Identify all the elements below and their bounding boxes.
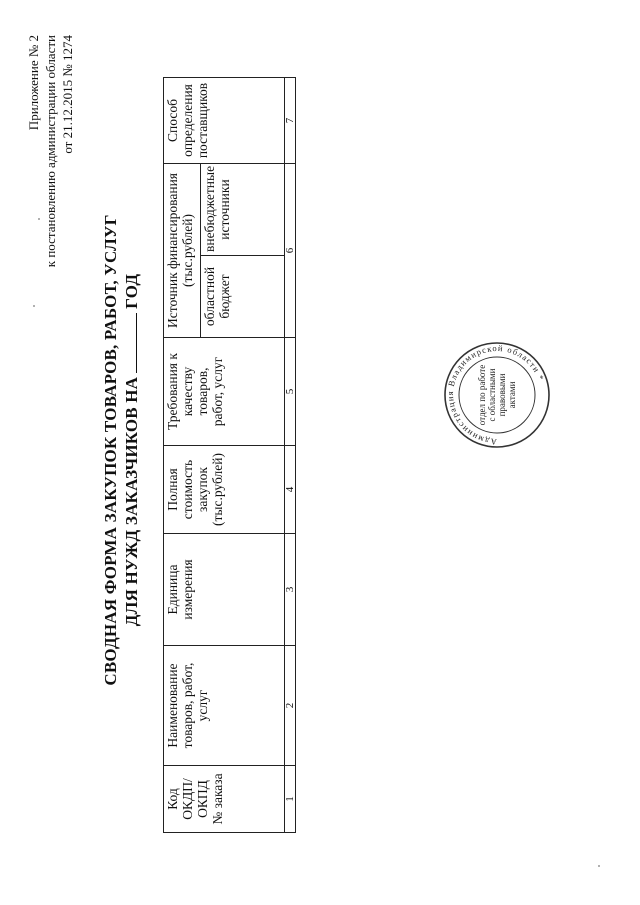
header-method — [164, 77, 285, 163]
header-code-l1: Код — [165, 788, 180, 810]
header-regional-budget — [201, 256, 285, 338]
appendix-line-1: Приложение № 2 — [26, 35, 41, 131]
col-number-2: 2 — [285, 646, 296, 766]
header-name-l1: Наименование — [165, 663, 180, 748]
appendix-line-2: к постановлению администрации области — [43, 35, 58, 268]
header-regional-l2: бюджет — [217, 274, 233, 319]
title-line-2-suffix: ГОД — [122, 273, 141, 309]
header-method-l3: поставщиков — [195, 82, 210, 159]
header-unit-l2: измерения — [180, 559, 195, 620]
col-number-1: 1 — [285, 766, 296, 833]
header-quality — [164, 338, 285, 446]
stamp-line-4: актами — [507, 381, 517, 409]
header-code-l3: ОКПД — [195, 780, 210, 818]
header-cost-l4: (тыс.рублей) — [210, 453, 225, 526]
header-quality-l2: качеству — [180, 366, 195, 417]
header-quality-l1: Требования к — [165, 353, 180, 430]
official-stamp — [442, 340, 552, 450]
header-extrabudgetary — [201, 163, 285, 255]
header-cost-l1: Полная — [165, 468, 180, 511]
stamp-line-1: отдел по работе — [477, 364, 487, 426]
header-method-l2: определения — [180, 84, 195, 157]
header-unit-l1: Единица — [165, 564, 180, 615]
header-name-l2: товаров, работ, — [180, 662, 195, 749]
scan-speck — [38, 218, 40, 220]
header-extra-l1: внебюджетные — [202, 165, 218, 252]
scan-speck — [598, 865, 600, 867]
header-quality-l4: работ, услуг — [210, 356, 225, 427]
year-blank — [122, 313, 137, 373]
header-name-l3: услуг — [195, 689, 210, 722]
appendix-line-3: от 21.12.2015 № 1274 — [60, 35, 75, 154]
title-line-1: СВОДНАЯ ФОРМА ЗАКУПОК ТОВАРОВ, РАБОТ, УСЛУГ — [101, 214, 120, 686]
procurement-table — [163, 77, 296, 833]
header-funding-l2: (тыс.рублей) — [180, 214, 195, 287]
col-number-4: 4 — [285, 446, 296, 534]
title-line-2-prefix: ДЛЯ НУЖД ЗАКАЗЧИКОВ НА — [122, 376, 141, 627]
scan-speck — [33, 305, 35, 307]
stamp-center — [442, 340, 552, 450]
header-name — [164, 646, 285, 766]
header-cost-l3: закупок — [195, 467, 210, 512]
header-code — [164, 766, 285, 833]
header-regional-l1: областной — [202, 266, 218, 327]
col-number-6: 6 — [285, 163, 296, 337]
appendix-note — [25, 35, 76, 455]
col-number-5: 5 — [285, 338, 296, 446]
title-line-2 — [121, 0, 142, 900]
header-code-l4: № заказа — [210, 773, 225, 825]
header-extra-l2: источники — [217, 179, 233, 240]
header-funding-l1: Источник финансирования — [165, 172, 180, 328]
col-number-3: 3 — [285, 534, 296, 646]
header-total-cost — [164, 446, 285, 534]
col-number-7: 7 — [285, 77, 296, 163]
header-funding-source — [164, 163, 201, 337]
document-title — [100, 0, 142, 900]
header-code-l2: ОКДП/ — [180, 778, 195, 820]
header-quality-l3: товаров, — [195, 367, 210, 416]
stamp-line-2: с областными — [487, 368, 497, 422]
stamp-line-3: правовыми — [497, 373, 507, 417]
header-unit — [164, 534, 285, 646]
header-method-l1: Способ — [165, 99, 180, 142]
header-cost-l2: стоимость — [180, 459, 195, 520]
stamp-ring-text: Администрация Владимирской области * — [444, 342, 547, 448]
